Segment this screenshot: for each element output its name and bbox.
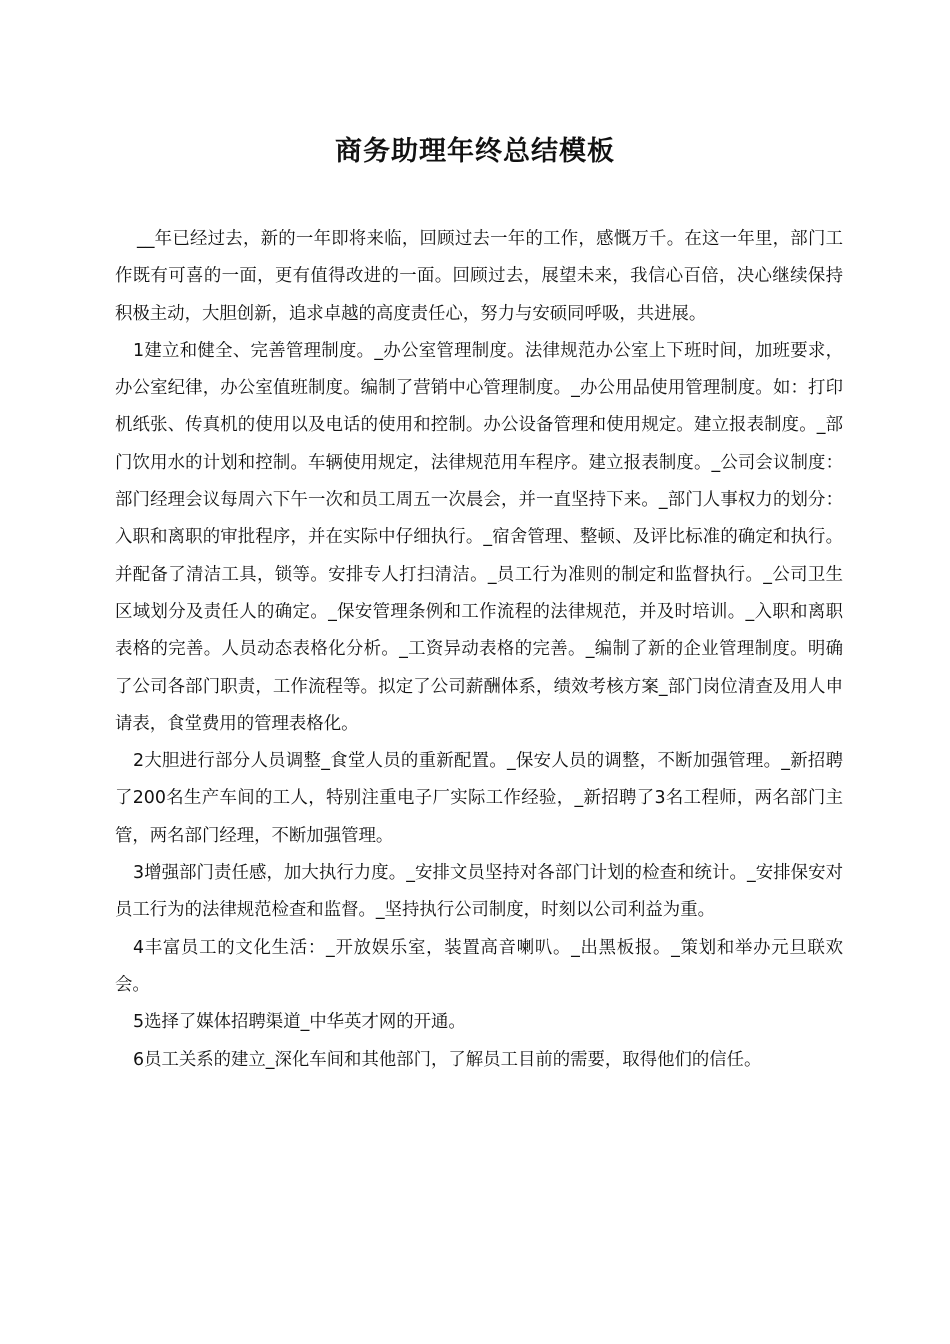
paragraph-staff-adjustment: 2大胆进行部分人员调整_食堂人员的重新配置。_保安人员的调整，不断加强管理。_新招聘了200名生产车间的工人，特别注重电子厂实际工作经验，_新招聘了3名工程师，两名部门主管，两名部门经理，不断加强管理。 [115,751,843,846]
paragraph-recruitment-channel: 5选择了媒体招聘渠道_中华英才网的开通。 [133,1012,466,1033]
intro-paragraph: __年已经过去，新的一年即将来临，回顾过去一年的工作，感慨万千。在这一年里，部门工作既有可喜的一面，更有值得改进的一面。回顾过去，展望未来，我信心百倍，决心继续保持积极主动，大胆创新，追求卓越的高度责任心，努力与安硕同呼吸，共进展。 [115,229,843,324]
paragraph-management-system: 1建立和健全、完善管理制度。_办公室管理制度。法律规范办公室上下班时间，加班要求，办公室纪律，办公室值班制度。编制了营销中心管理制度。_办公用品使用管理制度。如：打印机纸张、传真机的使用以及电话的使用和控制。办公设备管理和使用规定。建立报表制度。_部门饮用水的计划和控制。车辆使用规定，法律规范用车程序。建立报表制度。_公司会议制度：部门经理会议每周六下午一次和员工周五一次晨会，并一直坚持下来。_部门人事权力的划分：入职和离职的审批程序，并在实际中仔细执行。_宿舍管理、整顿、及评比标准的确定和执行。并配备了清洁工具，锁等。安排专人打扫清洁。_员工行为准则的制定和监督执行。_公司卫生区域划分及责任人的确定。_保安管理条例和工作流程的法律规范，并及时培训。_入职和离职表格的完善。人员动态表格化分析。_工资异动表格的完善。_编制了新的企业管理制度。明确了公司各部门职责，工作流程等。拟定了公司薪酬体系，绩效考核方案_部门岗位清查及用人申请表，食堂费用的管理表格化。 [115,340,843,734]
document-title: 商务助理年终总结模板 [335,136,615,167]
document-body [115,221,843,1079]
paragraph-employee-relations: 6员工关系的建立_深化车间和其他部门，了解员工目前的需要，取得他们的信任。 [133,1049,762,1070]
paragraph-cultural-life: 4丰富员工的文化生活：_开放娱乐室，装置高音喇叭。_出黑板报。_策划和举办元旦联欢会。 [115,937,843,995]
paragraph-responsibility: 3增强部门责任感，加大执行力度。_安排文员坚持对各部门计划的检查和统计。_安排保安对员工行为的法律规范检查和监督。_坚持执行公司制度，时刻以公司利益为重。 [115,863,843,921]
